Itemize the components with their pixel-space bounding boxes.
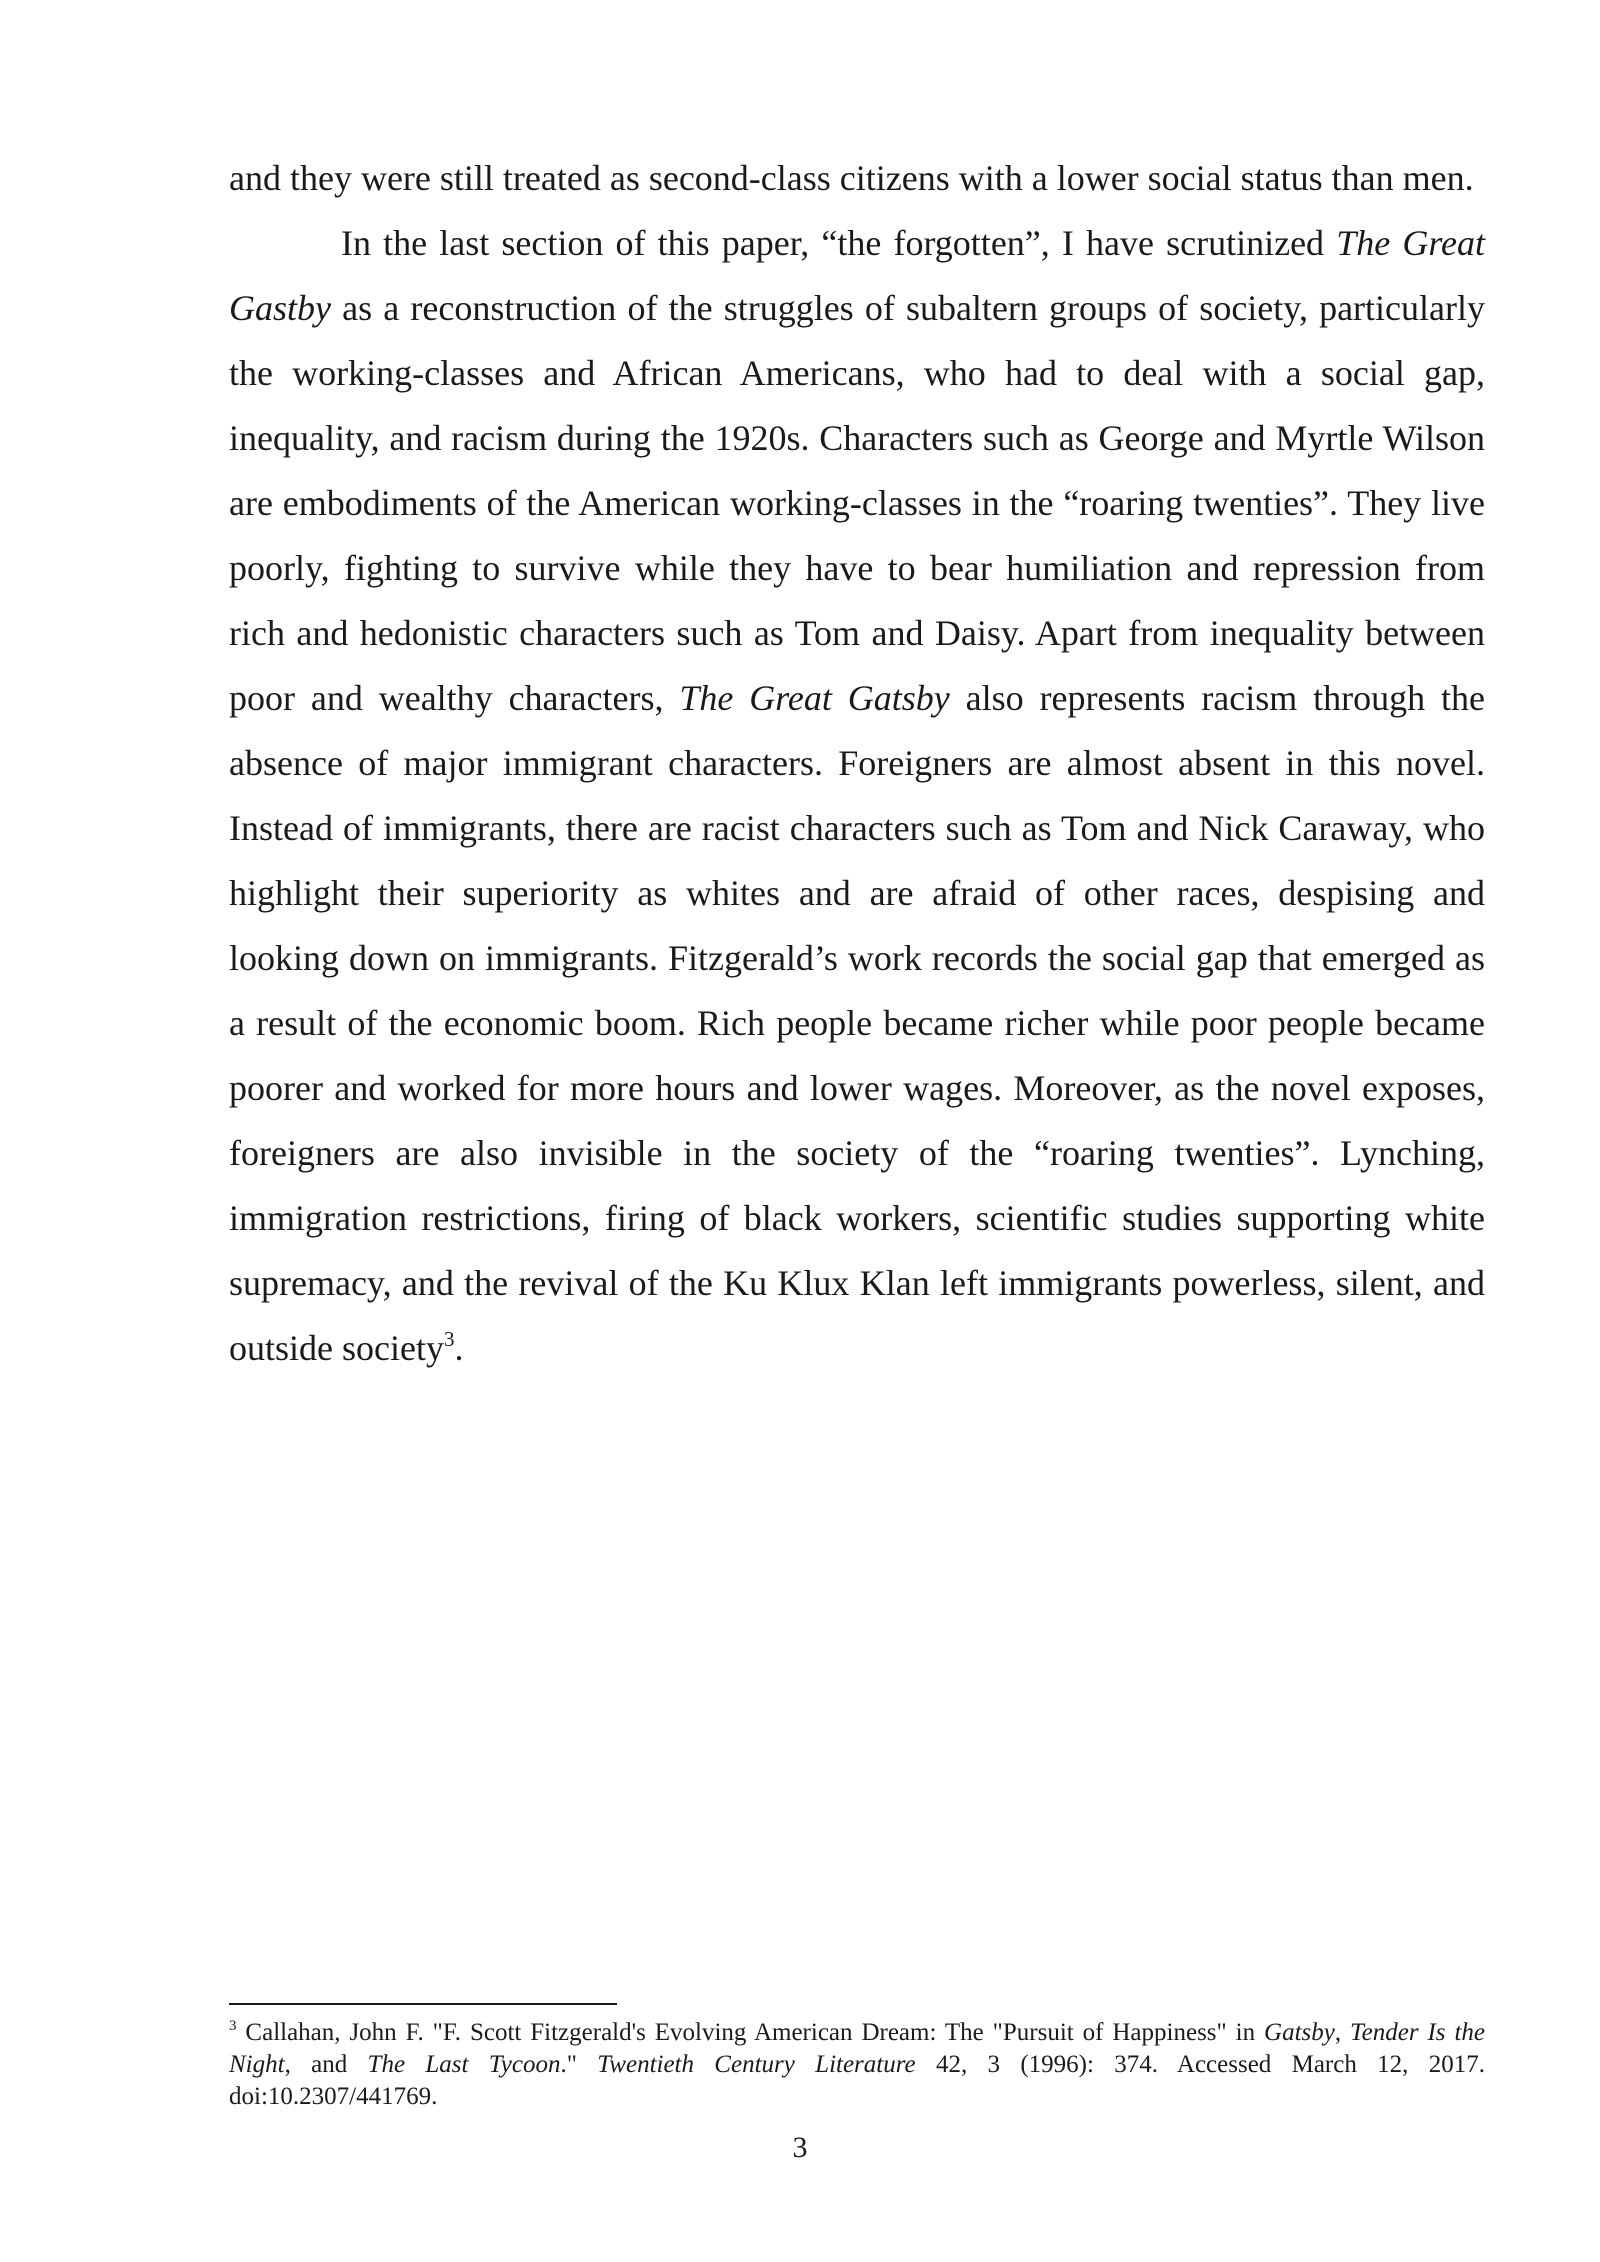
- paragraph-2-text-1: In the last section of this paper, “the forgotten”, I have scrutinized: [341, 223, 1337, 263]
- footnote-text-3: , and: [284, 2051, 368, 2078]
- footnote-text-2: ,: [1334, 2019, 1351, 2046]
- footnote-title: Tender Is the Night: [229, 2019, 1485, 2078]
- footnote-title: The Last Tycoon: [367, 2051, 561, 2078]
- footnote-reference[interactable]: 3: [443, 1327, 455, 1351]
- footnote-text-4: .": [560, 2051, 598, 2078]
- paragraph-1-text: and they were still treated as second-class citizens with a lower social status than men.: [229, 158, 1474, 198]
- page-number: 3: [792, 2131, 808, 2164]
- footnote-text-1: Callahan, John F. "F. Scott Fitzgerald's Evolving American Dream: The "Pursuit of Happiness" in: [236, 2019, 1265, 2046]
- paragraph-2-end: .: [454, 1328, 464, 1368]
- book-title: The Great Gatsby: [679, 678, 950, 718]
- footnote: [229, 2017, 1485, 2113]
- paragraph-2-text-3: also represents racism through the absence of major immigrant characters. Foreigners are almost absent in this novel. Instead of immigrants, there are racist characters such as Tom and Nick Caraway, who highlight their superiority as whites and are afraid of other races, despising and looking down on immigrants. Fitzgerald’s work records the social gap that emerged as a result of the economic boom. Rich people became richer while poor people became poorer and worked for more hours and lower wages. Moreover, as the novel exposes, foreigners are also invisible in the society of the “roaring twenties”. Lynching, immigration restrictions, firing of black workers, scientific studies supporting white supremacy, and the revival of the Ku Klux Klan left immigrants powerless, silent, and outside society: [229, 678, 1486, 1368]
- footnote-marker: 3: [229, 2018, 237, 2034]
- book-title: The Great Gastby: [229, 223, 1485, 328]
- paragraph-continuation: [229, 146, 1485, 211]
- paragraph-2-text-2: as a reconstruction of the struggles of subaltern groups of society, particularly the working-classes and African Americans, who had to deal with a social gap, inequality, and racism during the 1920s. Characters such as George and Myrtle Wilson are embodiments of the American working-classes in the “roaring twenties”. They live poorly, fighting to survive while they have to bear humiliation and repression from rich and hedonistic characters such as Tom and Daisy. Apart from inequality between poor and wealthy characters,: [229, 288, 1485, 718]
- footnote-separator: [229, 2003, 617, 2005]
- paragraph-forgotten-section: [229, 211, 1485, 1381]
- body-text: [229, 146, 1485, 1381]
- footnote-title: Gatsby: [1264, 2019, 1335, 2046]
- footnote-journal: Twentieth Century Literature: [597, 2051, 916, 2078]
- footnote-text-5: 42, 3 (1996): 374. Accessed March 12, 2017. doi:10.2307/441769.: [229, 2051, 1485, 2110]
